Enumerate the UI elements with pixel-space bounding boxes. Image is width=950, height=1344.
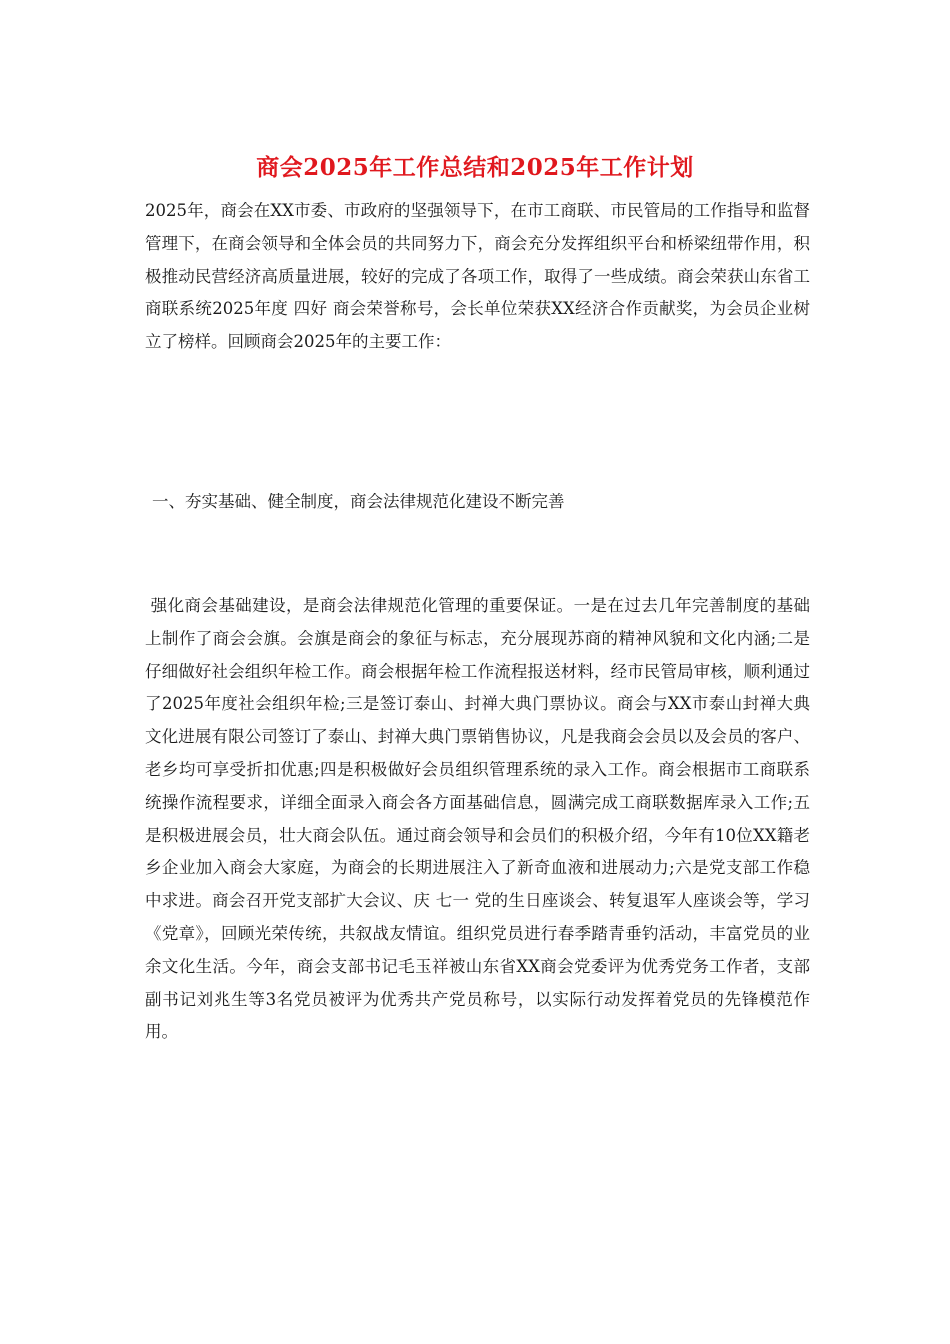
section-heading: 一、夯实基础、健全制度，商会法律规范化建设不断完善 — [152, 492, 565, 511]
section-body-paragraph: 强化商会基础建设，是商会法律规范化管理的重要保证。一是在过去几年完善制度的基础上制作了商会会旗。会旗是商会的象征与标志，充分展现苏商的精神风貌和文化内涵;二是仔细做好社会组织年检工作。商会根据年检工作流程报送材料，经市民管局审核，顺利通过了2025年度社会组织年检;三是签订泰山、封禅大典门票协议。商会与XX市泰山封禅大典文化进展有限公司签订了泰山、封禅大典门票销售协议，凡是我商会会员以及会员的客户、老乡均可享受折扣优惠;四是积极做好会员组织管理系统的录入工作。商会根据市工商联系统操作流程要求，详细全面录入商会各方面基础信息，圆满完成工商联数据库录入工作;五是积极进展会员，壮大商会队伍。通过商会领导和会员们的积极介绍，今年有10位XX籍老乡企业加入商会大家庭，为商会的长期进展注入了新奇血液和进展动力;六是党支部工作稳中求进。商会召开党支部扩大会议、庆 七一 党的生日座谈会、转复退军人座谈会等，学习《党章》，回顾光荣传统，共叙战友情谊。组织党员进行春季踏青垂钓活动，丰富党员的业余文化生活。今年，商会支部书记毛玉祥被山东省XX商会党委评为优秀党务工作者，支部副书记刘兆生等3名党员被评为优秀共产党员称号，以实际行动发挥着党员的先锋模范作用。 — [145, 596, 811, 1042]
intro-paragraph: 2025年，商会在XX市委、市政府的坚强领导下，在市工商联、市民管局的工作指导和监督管理下，在商会领导和全体会员的共同努力下，商会充分发挥组织平台和桥梁纽带作用，积极推动民营经济高质量进展，较好的完成了各项工作，取得了一些成绩。商会荣获山东省工商联系统2025年度 四好 商会荣誉称号，会长单位荣获XX经济合作贡献奖，为会员企业树立了榜样。回顾商会2025年的主要工作： — [145, 201, 810, 352]
document-title: 商会2025年工作总结和2025年工作计划 — [256, 154, 694, 181]
